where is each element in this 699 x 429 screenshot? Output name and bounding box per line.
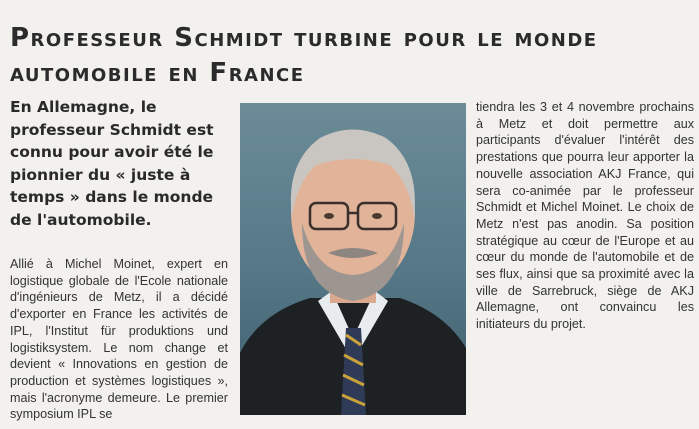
article-body-left-column: Allié à Michel Moinet, expert en logistique globale de l'Ecole nationale d'ingénieurs de Metz, il a décidé d'exporter en France les activités de IPL, l'Institut für produktions und logistiksystem. Le nom change et devient « Innovations en gestion de production et systèmes logistiques », mais l'acronyme demeure. Le premier symposium IPL se xyxy=(10,257,228,422)
portrait-illustration xyxy=(240,103,466,415)
article-lead: En Allemagne, le professeur Schmidt est connu pour avoir été le pionnier du « juste à temps » dans le monde de l'automobile. xyxy=(10,98,214,229)
portrait-photo xyxy=(240,103,466,415)
article-title: Professeur Schmidt turbine pour le monde automobile en France xyxy=(10,23,598,89)
article-body-right-column: tiendra les 3 et 4 novembre prochains à Metz et doit permettre aux participants d'évaluer l'intérêt des prestations que pourra leur apporter la nouvelle association AKJ France, qui sera co-animée par le professeur Schmidt et Michel Moinet. Le choix de Metz n'est pas anodin. Sa position stratégique au cœur de l'Europe et au cœur du monde de l'automobile et de ses flux, ainsi que sa proximité avec la ville de Sarrebruck, siège de AKJ Allemagne, ont convaincu les initiateurs du projet. xyxy=(476,100,694,332)
